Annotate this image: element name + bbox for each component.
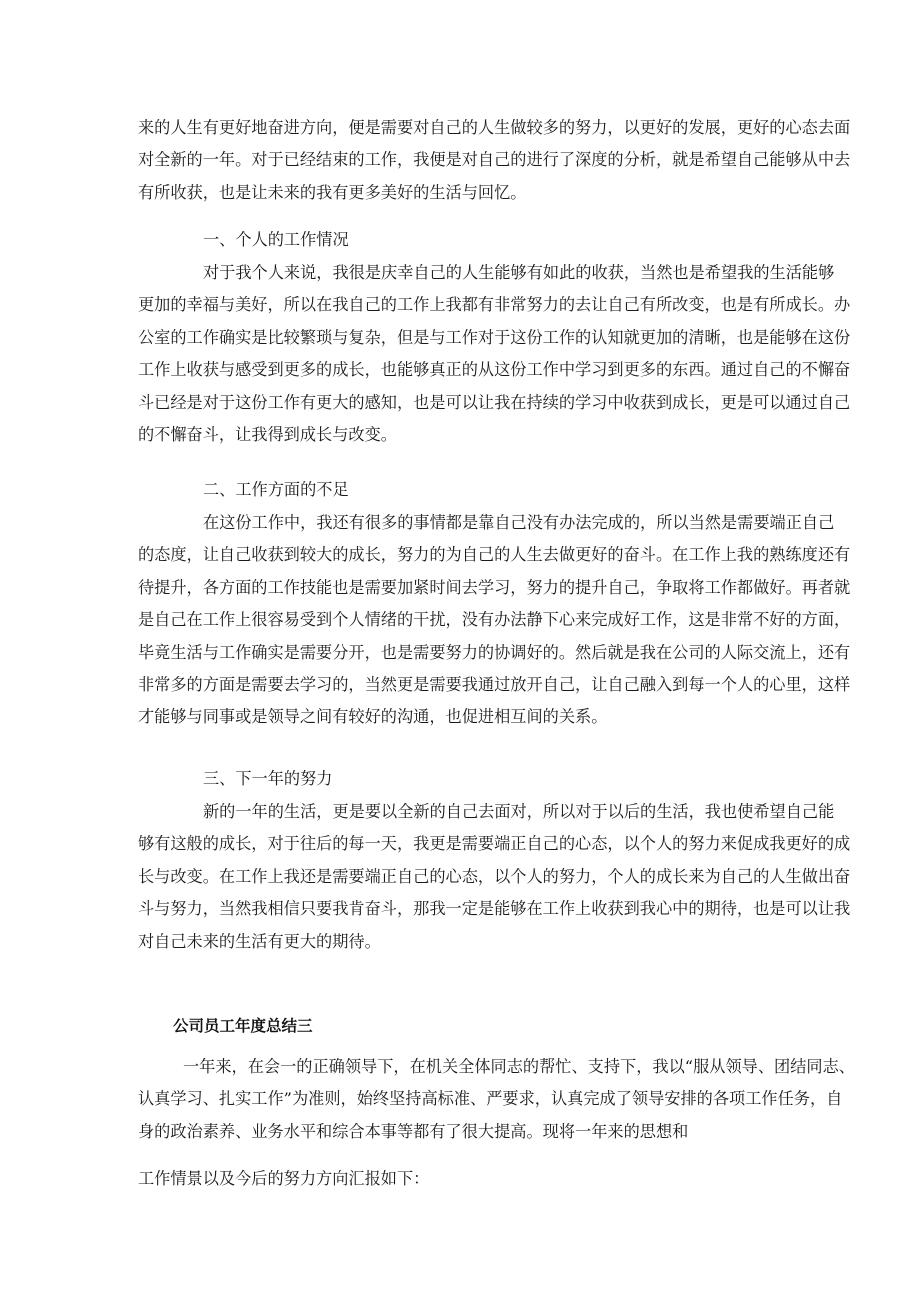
paragraph-line: 认真学习、扎实工作”为准则，始终坚持高标准、严要求，认真完成了领导安排的各项工作任务，自 — [138, 1089, 843, 1109]
paragraph-line: 工作情景以及今后的努力方向汇报如下： — [138, 1169, 430, 1188]
paragraph-line: 斗与努力，当然我相信只要我肯奋斗，那我一定是能够在工作上收获到我心中的期待，也是可以让我 — [138, 899, 851, 919]
paragraph-line: 非常多的方面是需要去学习的，当然更是需要我通过放开自己，让自己融入到每一个人的心里，这样 — [138, 674, 851, 694]
paragraph-line: 对全新的一年。对于已经结束的工作，我便是对自己的进行了深度的分析，就是希望自己能够从中去 — [138, 150, 851, 170]
paragraph-line: 身的政治素养、业务水平和综合本事等都有了很大提高。现将一年来的思想和 — [138, 1121, 689, 1141]
section2-paragraph — [138, 507, 851, 734]
intro-paragraph — [138, 112, 851, 209]
section1-paragraph — [138, 257, 851, 451]
section-heading-2: 二、工作方面的不足 — [203, 480, 349, 499]
paragraph-line: 一年来，在会一的正确领导下，在机关全体同志的帮忙、支持下，我以“服从领导、团结同志、 — [183, 1057, 855, 1076]
summary3-last-line — [138, 1163, 814, 1195]
summary-title: 公司员工年度总结三 — [173, 1017, 313, 1035]
paragraph-line: 的态度，让自己收获到较大的成长，努力的为自己的人生去做更好的奋斗。在工作上我的熟练度还有 — [138, 545, 851, 565]
paragraph-line: 工作上收获与感受到更多的成长，也能够真正的从这份工作中学习到更多的东西。通过自己的不懈奋 — [138, 360, 851, 380]
paragraph-line: 在这份工作中，我还有很多的事情都是靠自己没有办法完成的，所以当然是需要端正自己 — [203, 513, 835, 532]
section-heading-3: 三、下一年的努力 — [203, 769, 333, 788]
paragraph-line: 够有这般的成长，对于往后的每一天，我更是需要端正自己的心态，以个人的努力来促成我更好的成 — [138, 834, 851, 854]
section3-paragraph — [138, 796, 851, 958]
paragraph-line: 是自己在工作上很容易受到个人情绪的干扰，没有办法静下心来完成好工作，这是非常不好的方面， — [138, 610, 851, 630]
paragraph-line: 新的一年的生活，更是要以全新的自己去面对，所以对于以后的生活，我也使希望自己能 — [203, 802, 835, 821]
paragraph-line: 对自己未来的生活有更大的期待。 — [138, 931, 381, 951]
paragraph-line: 更加的幸福与美好，所以在我自己的工作上我都有非常努力的去让自己有所改变，也是有所成长。办 — [138, 295, 851, 315]
summary3-paragraph — [138, 1051, 855, 1148]
paragraph-line: 毕竟生活与工作确实是需要分开，也是需要努力的协调好的。然后就是我在公司的人际交流上，还有 — [138, 642, 851, 662]
paragraph-line: 的不懈奋斗，让我得到成长与改变。 — [138, 424, 397, 444]
paragraph-line: 对于我个人来说，我很是庆幸自己的人生能够有如此的收获，当然也是希望我的生活能够 — [203, 263, 835, 282]
paragraph-line: 斗已经是对于这份工作有更大的感知，也是可以让我在持续的学习中收获到成长，更是可以通过自己 — [138, 392, 851, 412]
paragraph-line: 公室的工作确实是比较繁琐与复杂，但是与工作对于这份工作的认知就更加的清晰，也是能够在这份 — [138, 327, 851, 347]
paragraph-line: 来的人生有更好地奋进方向，便是需要对自己的人生做较多的努力，以更好的发展，更好的心态去面 — [138, 118, 851, 137]
section-heading-1: 一、个人的工作情况 — [203, 230, 349, 249]
paragraph-line: 待提升，各方面的工作技能也是需要加紧时间去学习，努力的提升自己，争取将工作都做好。再者就 — [138, 577, 851, 597]
paragraph-line: 才能够与同事或是领导之间有较好的沟通，也促进相互间的关系。 — [138, 707, 608, 727]
paragraph-line: 有所收获，也是让未来的我有更多美好的生活与回忆。 — [138, 182, 527, 202]
paragraph-line: 长与改变。在工作上我还是需要端正自己的心态，以个人的努力，个人的成长来为自己的人生做出奋 — [138, 866, 851, 886]
